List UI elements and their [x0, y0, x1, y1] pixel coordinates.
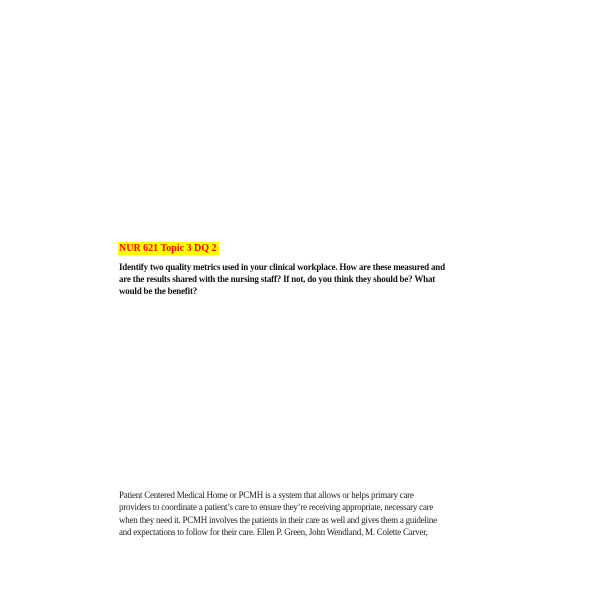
- answer-line: and expectations to follow for their care. Ellen P. Green, John Wendland, M. Colette Carver,: [119, 526, 428, 537]
- answer-line: when they need it. PCMH involves the patients in their care as well and gives them a guideline: [119, 514, 437, 525]
- topic-heading-container: [118, 238, 219, 256]
- answer-paragraph: [119, 489, 479, 538]
- answer-line: Patient Centered Medical Home or PCMH is a system that allows or helps primary care: [119, 490, 414, 500]
- topic-heading: NUR 621 Topic 3 DQ 2: [119, 243, 217, 254]
- question-line: are the results shared with the nursing staff? If not, do you think they should be? What: [119, 274, 436, 284]
- question-line: Identify two quality metrics used in your clinical workplace. How are these measured and: [119, 262, 445, 272]
- answer-line: providers to coordinate a patient’s care to ensure they’re receiving appropriate, necessary care: [119, 502, 434, 513]
- discussion-question-paragraph: [119, 261, 489, 297]
- question-line: would be the benefit?: [119, 286, 198, 296]
